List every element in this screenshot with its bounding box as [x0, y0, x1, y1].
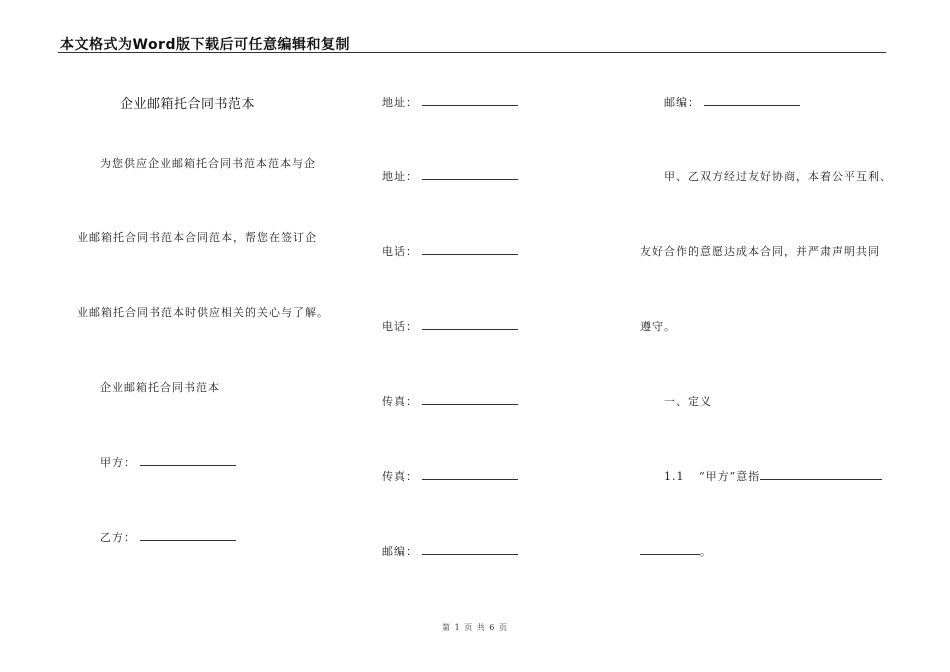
phone-label-2: 电话： [382, 320, 418, 333]
phone-blank-2 [422, 319, 518, 330]
phone-label-1: 电话： [382, 245, 418, 258]
party-a-line [100, 454, 236, 470]
fax-label-1: 传真： [382, 395, 418, 408]
fax-blank-2 [422, 469, 518, 480]
header-banner: 本文格式为Word版下载后可任意编辑和复制 [60, 37, 350, 53]
phone-blank-1 [422, 244, 518, 255]
agreement-line-2: 友好合作的意愿达成本合同，并严肃声明共同 [640, 245, 880, 258]
definition-end-mark: 。 [700, 545, 712, 558]
fax-line-1 [382, 393, 518, 409]
intro-line-3: 业邮箱托合同书范本时供应相关的关心与了解。 [77, 306, 329, 319]
party-a-blank [140, 455, 236, 466]
page-footer: 第 1 页 共 6 页 [442, 623, 508, 632]
party-b-blank [140, 530, 236, 541]
address-line-1 [382, 94, 518, 110]
zip-blank-1 [422, 544, 518, 555]
address-label-1: 地址： [382, 96, 418, 109]
address-blank-2 [422, 169, 518, 180]
definition-line-1 [664, 468, 882, 484]
fax-line-2 [382, 468, 518, 484]
fax-label-2: 传真： [382, 470, 418, 483]
address-label-2: 地址： [382, 170, 418, 183]
zip-label-1: 邮编： [382, 545, 418, 558]
address-line-2 [382, 168, 518, 184]
intro-line-2: 业邮箱托合同书范本合同范本，帮您在签订企 [77, 231, 317, 244]
zip-line-2 [664, 94, 800, 110]
definition-text: “甲方”意指 [699, 470, 761, 483]
party-a-label: 甲方： [100, 456, 136, 469]
intro-line-1: 为您供应企业邮箱托合同书范本范本与企 [100, 157, 316, 170]
definition-line-2 [640, 543, 712, 559]
phone-line-1 [382, 243, 518, 259]
definition-blank-2 [640, 544, 700, 555]
zip-line-1 [382, 543, 518, 559]
party-b-line [100, 529, 236, 545]
section-heading-definitions: 一、定义 [664, 395, 712, 408]
zip-blank-2 [704, 95, 800, 106]
zip-label-2: 邮编： [664, 96, 700, 109]
definition-number: 1.1 [664, 470, 685, 483]
phone-line-2 [382, 318, 518, 334]
definition-blank-1 [760, 469, 882, 480]
agreement-line-1: 甲、乙双方经过友好协商，本着公平互利、 [664, 170, 892, 183]
address-blank-1 [422, 95, 518, 106]
fax-blank-1 [422, 394, 518, 405]
document-title: 企业邮箱托合同书范本 [120, 97, 256, 112]
subtitle: 企业邮箱托合同书范本 [100, 381, 220, 394]
header-rule [58, 52, 886, 53]
party-b-label: 乙方： [100, 531, 136, 544]
agreement-line-3: 遵守。 [640, 320, 676, 333]
